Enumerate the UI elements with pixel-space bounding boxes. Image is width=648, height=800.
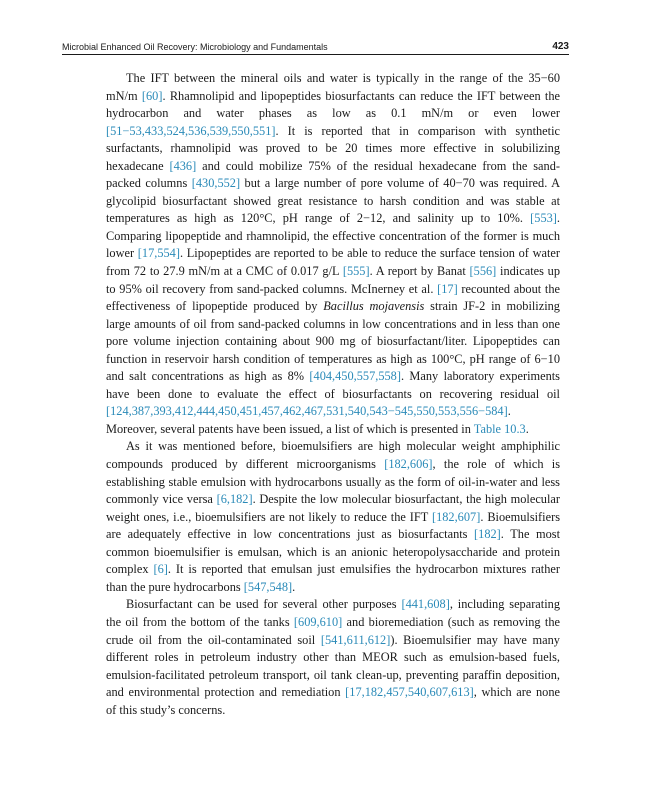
paragraph [106,438,560,596]
text-run: As it was mentioned before, bioemulsifiers are high molecular weight amphiphilic compounds produced by different microorganisms [106,439,560,472]
citation-link[interactable]: [51−53,433,524,536,539,550,551] [106,123,276,138]
text-run: . A report by Banat [369,264,470,279]
citation-link[interactable]: [17,554] [137,246,180,261]
running-title: Microbial Enhanced Oil Recovery: Microbiology and Fundamentals [62,42,328,52]
text-run: . The most common bioemulsifier is emulsan, which is an anionic heteropolysaccharide and protein complex [106,527,560,577]
paragraph [106,70,560,438]
text-run: and could mobilize 75% of the residual hexadecane from the sand-packed columns [106,158,560,191]
italic-term: Bacillus mojavensis [323,299,425,314]
citation-link[interactable]: [430,552] [191,176,241,191]
text-run: and bioremediation (such as removing the crude oil from the oil-contaminated soil [106,614,560,647]
citation-link[interactable]: [609,610] [293,614,343,629]
citation-link[interactable]: [182] [474,527,501,542]
citation-link[interactable]: [6] [153,562,168,577]
citation-link[interactable]: [17,182,457,540,607,613] [345,685,474,700]
text-run: strain JF-2 in mobilizing large amounts of oil from sand-packed columns in low concentrations and in less than one pore volume injection containing about 900 mg of biosurfactant/liter. Lipopeptides can function in reservoir harsh condition of temperatures as high as 100°C, pH range of 6−10 and salt concentrations as high as 8% [106,299,560,384]
citation-link[interactable]: [182,607] [431,509,481,524]
text-run: . Moreover, several patents have been issued, a list of which is presented in [106,404,511,436]
citation-link[interactable]: [182,606] [384,457,433,472]
citation-link[interactable]: [441,608] [401,597,450,612]
text-run: . Lipopeptides are reported to be able to reduce the surface tension of water from 72 to 27.9 mN/m at a CMC of 0.017 g/L [106,246,560,279]
paragraph [106,596,560,719]
text-run: . Despite the low molecular biosurfactant, the high molecular weight ones, i.e., bioemulsifiers are not likely to reduce the IFT [106,492,560,524]
page-header [62,40,569,55]
citation-link[interactable]: [541,611,612] [320,632,391,647]
text-run: recounted about the effectiveness of lipopeptide produced by [106,281,560,314]
text-run: . Many laboratory experiments have been done to evaluate the effect of biosurfactants on recovering residual oil [106,369,560,401]
citation-link[interactable]: [547,548] [243,579,293,594]
text-run: , including separating the oil from the bottom of the tanks [106,597,560,629]
citation-link[interactable]: [436] [169,158,197,173]
citation-link[interactable]: [124,387,393,412,444,450,451,457,462,467,531,540,543−545,550,553,556−584] [106,404,508,419]
text-run: , the role of which is establishing stable emulsion with hydrocarbons usually as the form of oil-in-water and less commonly vice versa [106,457,561,507]
text-run: . [292,579,296,594]
text-run: ). Bioemulsifier may have many different roles in petroleum industry other than MEOR such as emulsion-based fuels, emulsion-facilitated petroleum transport, oil tank clean-up, preventing paraffin deposition, and environmental protection and remediation [106,632,560,700]
text-run: Biosurfactant can be used for several other purposes [126,597,402,612]
citation-link[interactable]: Table 10.3 [473,421,526,436]
text-run: . [525,421,529,436]
text-run: indicates up to 95% oil recovery from sand-packed columns. McInerney et al. [106,264,560,296]
text-run: but a large number of pore volume of 40−70 was required. A glycolipid biosurfactant showed great resistance to harsh condition and was stable at temperatures as high as 120°C, pH range of 2−12, and salinity up to 10%. [106,176,560,226]
text-run: , which are none of this study’s concerns. [106,685,560,717]
citation-link[interactable]: [555] [342,264,370,279]
text-run: . It is reported that emulsan just emulsifies the hydrocarbon mixtures rather than the pure hydrocarbons [106,562,560,594]
citation-link[interactable]: [60] [141,88,163,103]
text-run: The IFT between the mineral oils and water is typically in the range of the 35−60 mN/m [106,71,560,103]
citation-link[interactable]: [553] [530,211,557,226]
citation-link[interactable]: [17] [437,281,458,296]
text-run: . It is reported that in comparison with synthetic surfactants, rhamnolipid was proved to be 20 times more effective in solubilizing hexadecane [106,123,560,173]
text-run: . Comparing lipopeptide and rhamnolipid, the effective concentration of the former is much lower [106,211,560,261]
text-run: . Bioemulsifiers are adequately effective in low concentrations just as biosurfactants [106,509,560,542]
page-number: 423 [552,41,569,52]
text-run: . Rhamnolipid and lipopeptides biosurfactants can reduce the IFT between the hydrocarbon and water phases as low as 0.1 mN/m or even lower [106,88,561,121]
body-text [106,70,560,719]
citation-link[interactable]: [404,450,557,558] [309,369,401,384]
citation-link[interactable]: [6,182] [216,492,253,507]
citation-link[interactable]: [556] [469,264,497,279]
